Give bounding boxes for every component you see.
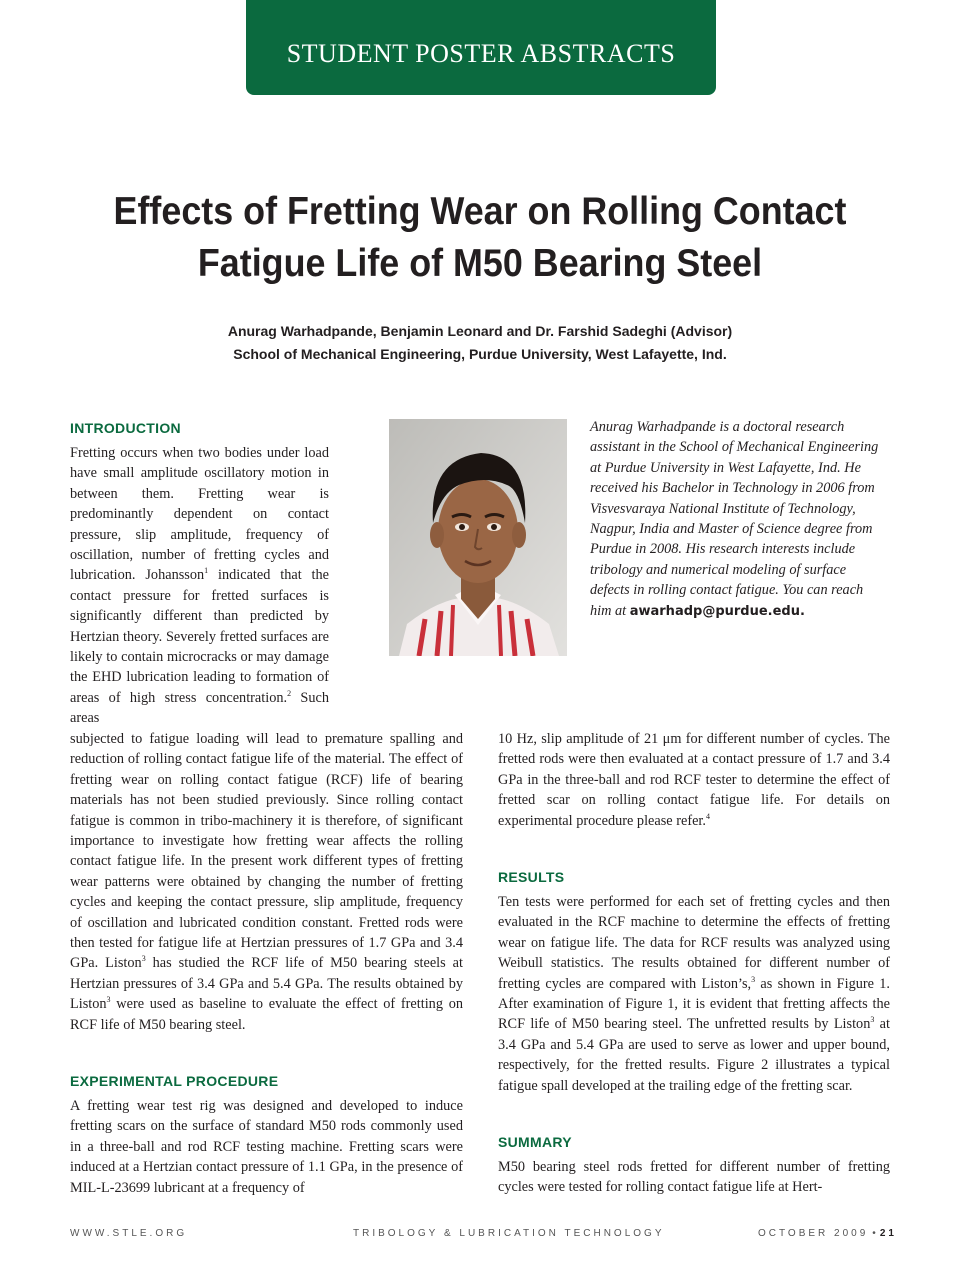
author-photo: [389, 419, 567, 656]
footer-date: OCTOBER 2009: [758, 1228, 869, 1239]
experimental-paragraph-part1: A fretting wear test rig was designed and developed to induce fretting scars on the surface of standard M50 rods commonly used in a three-ball and rod RCF testing machine. Fretting scars were induced at a Hertzian contact pressure of 1.1 GPa, in the presence of MIL-L-23699 lubricant at a frequency of: [70, 1098, 463, 1196]
introduction-paragraph-part2: subjected to fatigue loading will lead to premature spalling and reduction of rolling contact fatigue life of the material. The effect of fretting wear on rolling contact fatigue (RCF) life of bearing materials has not been studied previously. Since rolling contact fatigue is common in tribo-machinery it is therefore, of significant importance to investigate how fretting wear affects the rolling contact fatigue life. In the present work different types of fretting wear patterns were obtained by changing the number of fretting cycles and keeping the contact pressure, slip amplitude, frequency of oscillation and lubricated condition constant. Fretted rods were then tested for fatigue life at Hertzian pressures of 1.7 GPa and 3.4 GPa. Liston$^3$ has studied the RCF life of M50 bearing steels at Hertzian pressures of 3.4 GPa and 5.4 GPa. The results obtained by Liston$^3$ were used as baseline to evaluate the effect of fretting on RCF life of M50 bearing steel.: [70, 731, 463, 1033]
summary-paragraph: M50 bearing steel rods fretted for different number of fretting cycles were tested for rolling contact fatigue life at Hert-: [498, 1159, 890, 1196]
affiliation: School of Mechanical Engineering, Purdue University, West Lafayette, Ind.: [233, 346, 727, 362]
citation-ref: 3: [106, 995, 111, 1005]
footer-website: WWW.STLE.ORG: [70, 1228, 188, 1239]
footer-bullet: •: [872, 1228, 876, 1239]
summary-heading: SUMMARY: [498, 1134, 572, 1150]
results-heading: RESULTS: [498, 869, 565, 885]
citation-ref: 4: [705, 811, 710, 821]
author-bio: Anurag Warhadpande is a doctoral research assistant in the School of Mechanical Engineering at Purdue University in West Lafayette, Ind. He received his Bachelor in Technology in 2006 from Visvesvaraya National Institute of Technology, Nagpur, India and Master of Science degree from Purdue in 2008. His research interests include tribology and numerical modeling of surface defects in rolling contact fatigue. You can reach him at awarhadp@purdue.edu.: [590, 419, 879, 619]
byline: [60, 320, 900, 366]
article-title: [94, 186, 867, 290]
page-number: 21: [879, 1228, 897, 1239]
citation-ref: 3: [751, 974, 756, 984]
authors: Anurag Warhadpande, Benjamin Leonard and Dr. Farshid Sadeghi (Advisor): [227, 323, 733, 339]
results-paragraph: Ten tests were performed for each set of fretting cycles and then evaluated in the RCF machine to determine the effects of fretting wear on fatigue life. The data for RCF results was analyzed using Weibull statistics. The results obtained for different number of fretting cycles are compared with Liston’s,$^3$ as shown in Figure 1. After examination of Figure 1, it is evident that fretting affects the RCF life of M50 bearing steel. The unfretted results by Liston$^3$ at 3.4 GPa and 5.4 GPa are used to serve as lower and upper bound, respectively, for the fretted results. Figure 2 illustrates a typical fatigue spall developed at the trailing edge of the fretting scar.: [498, 894, 890, 1094]
introduction-heading: INTRODUCTION: [70, 420, 181, 436]
title-line-2: Fatigue Life of M50 Bearing Steel: [197, 242, 763, 285]
author-email-link[interactable]: awarhadp@purdue.edu.: [629, 603, 805, 619]
citation-ref: 3: [870, 1015, 875, 1025]
introduction-paragraph-part1: Fretting occurs when two bodies under load have small amplitude oscillatory motion in between them. Fretting wear is predominantly dependent on contact pressure, slip amplitude, frequency of oscillation, number of fretting cycles and lubrication. Johansson$^1$ indicated that the contact pressure for fretted surfaces is significantly different than predicted by Hertzian theory. Severely fretted surfaces are likely to contain microcracks or may damage the EHD lubrication leading to formation of areas of high stress concentration.$^2$ Such areas: [70, 445, 329, 727]
citation-ref: 1: [204, 566, 209, 576]
title-line-1: Effects of Fretting Wear on Rolling Contact: [113, 190, 847, 233]
section-banner: STUDENT POSTER ABSTRACTS: [246, 0, 716, 95]
author-portrait-graphic: [389, 419, 567, 656]
footer-issue: [758, 1228, 897, 1239]
citation-ref: 3: [141, 954, 146, 964]
experimental-heading: EXPERIMENTAL PROCEDURE: [70, 1073, 279, 1089]
footer-publication: TRIBOLOGY & LUBRICATION TECHNOLOGY: [353, 1228, 665, 1239]
citation-ref: 2: [287, 689, 292, 699]
experimental-paragraph-part2: 10 Hz, slip amplitude of 21 μm for different number of cycles. The fretted rods were then evaluated at a contact pressure of 1.7 and 3.4 GPa in the three-ball and rod RCF tester to determine the effect of fretted scar on rolling contact fatigue life. For details on experimental procedure please refer.$^4$: [498, 731, 890, 829]
